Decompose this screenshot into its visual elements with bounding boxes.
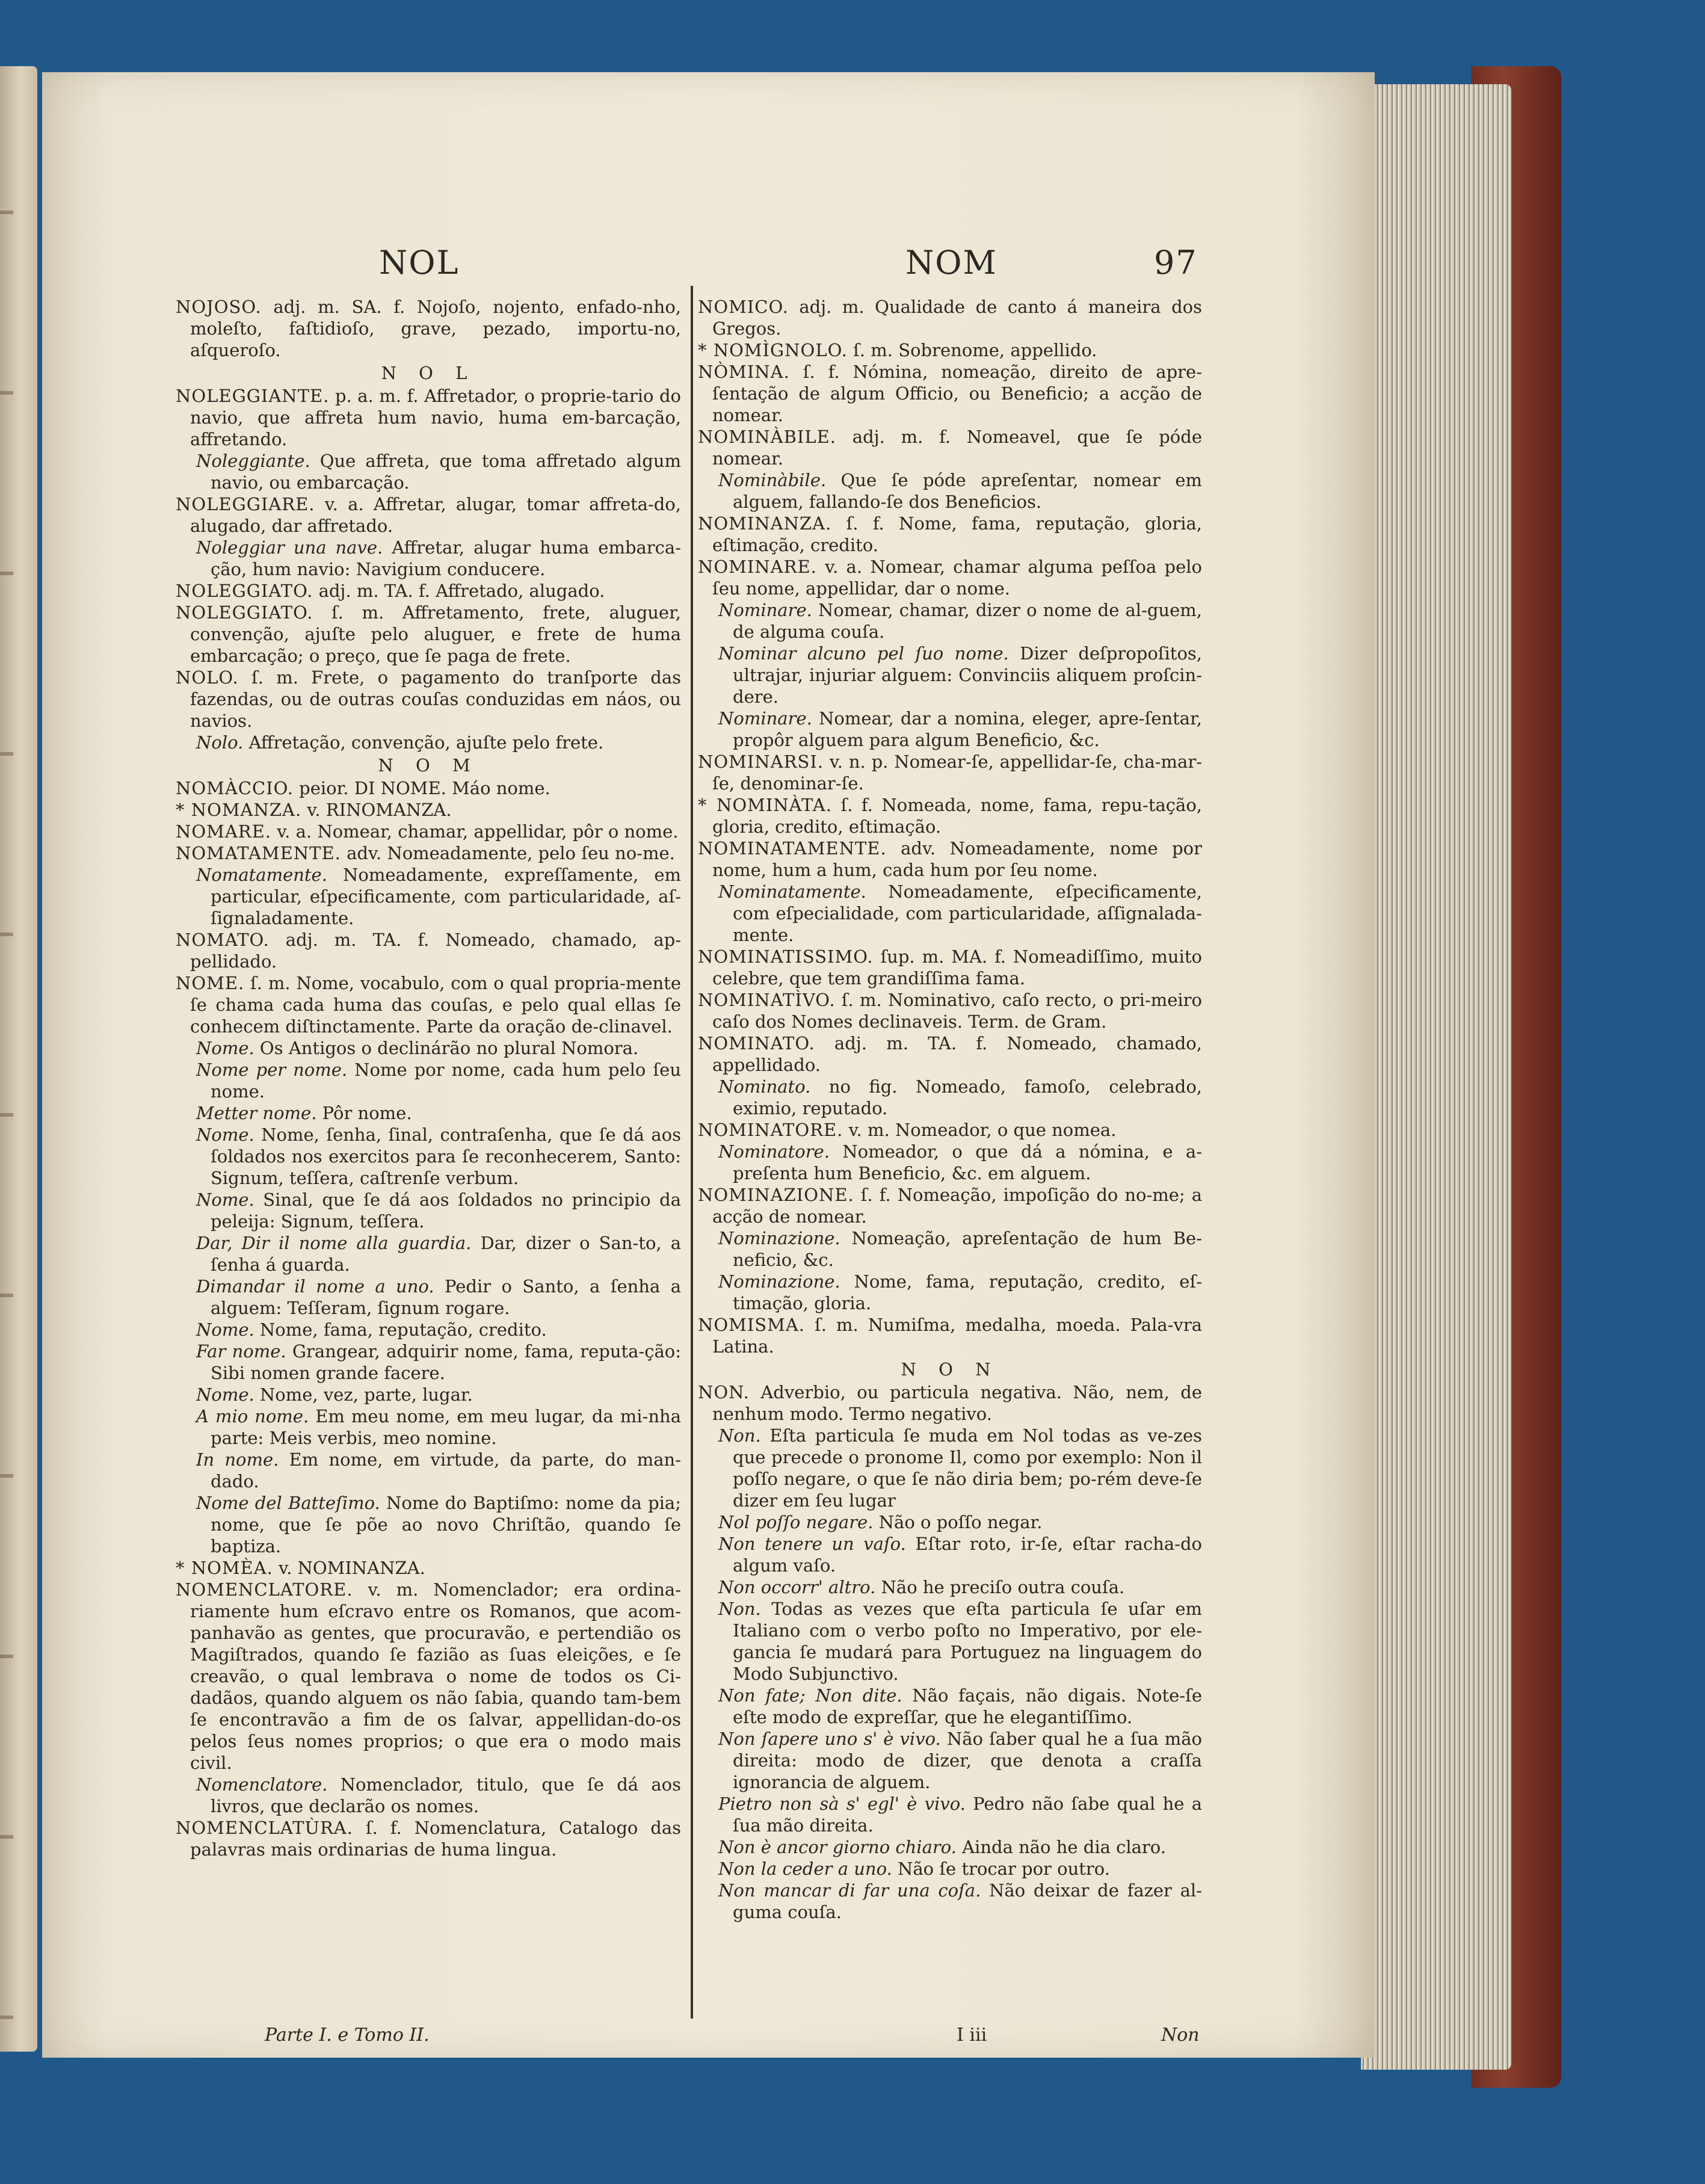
definition-text: ſ. m. Affretamento, frete, aluguer, convenção, ajuſte pelo aluguer, e frete de huma embarcação; o preço, que ſe paga de frete. [190, 602, 681, 666]
dictionary-entry [176, 385, 681, 450]
sub-entry [698, 1576, 1202, 1598]
definition-text: Não façais, não digais. Note-ſe eſte modo de expreſſar, que he elegantiſſimo. [733, 1685, 1202, 1727]
definition-text: v. m. Nomeador, o que nomea. [843, 1120, 1117, 1140]
definition-text: Nome, fama, reputação, credito, eſ-timação, gloria. [733, 1271, 1202, 1313]
headword: NOLEGGIATO. [176, 581, 313, 601]
definition-text: ſ. m. Sobrenome, appellido. [847, 340, 1097, 360]
italic-phrase: Nolo. [196, 732, 244, 753]
sub-entry [698, 469, 1202, 513]
definition-text: Grangear, adquirir nome, fama, reputa-ção: Sibi nomen grande facere. [211, 1341, 681, 1383]
headword: NOMARE. [176, 821, 272, 842]
sub-entry [698, 1836, 1202, 1858]
headword: NOMINARSI. [698, 751, 824, 772]
page-number: 97 [1154, 244, 1198, 282]
section-letter-heading: N O L [381, 363, 476, 383]
italic-phrase: Pietro non sà s' egl' è vivo. [718, 1794, 966, 1814]
dictionary-entry [698, 1314, 1202, 1357]
headword: NOMINATISSIMO. [698, 946, 874, 967]
definition-text: Nome, ſenha, ſinal, contraſenha, que ſe dá aos ſoldados nos exercitos para ſe reconhecerem, Santo: Signum, teſſera, caſtrenſe verbum. [211, 1124, 681, 1188]
italic-phrase: Nominazione. [718, 1228, 840, 1248]
definition-text: Pedir o Santo, a ſenha a alguem: Teſſeram, ſignum rogare. [211, 1276, 681, 1318]
dictionary-entry [176, 580, 681, 602]
facing-page-text-marks [0, 66, 13, 2052]
headword: NOMINATORE. [698, 1120, 843, 1140]
dictionary-entry [176, 929, 681, 972]
sub-entry [698, 1425, 1202, 1511]
headword: * NOMINÀTA. [698, 795, 832, 815]
definition-text: Nomear, chamar, dizer o nome de al-guem, de alguma couſa. [733, 600, 1202, 642]
sub-entry [176, 450, 681, 493]
sub-entry [698, 1858, 1202, 1880]
sub-entry [176, 1340, 681, 1384]
sub-entry [176, 1384, 681, 1405]
definition-text: Nomeadamente, expreſſamente, em particular, eſpecificamente, com particularidade, aſ-ſignaladamente. [211, 865, 681, 928]
definition-text: Affretar, alugar huma embarca-ção, hum navio: Navigium conducere. [211, 537, 681, 579]
definition-text: v. n. p. Nomear-ſe, appellidar-ſe, cha-mar-ſe, denominar-ſe. [712, 751, 1202, 794]
headword: * NOMANZA. [176, 800, 302, 820]
headword: NOMISMA. [698, 1315, 806, 1335]
sub-entry [698, 881, 1202, 946]
column-divider [691, 286, 693, 2019]
definition-text: Ainda não he dia claro. [956, 1837, 1166, 1857]
definition-text: Em nome, em virtude, da parte, do man-dado. [211, 1449, 682, 1491]
definition-text: adj. m. SA. f. Nojoſo, nojento, enfado-nho, moleſto, faſtidioſo, grave, pezado, importu-no, aſqueroſo. [190, 297, 681, 360]
page-block-edge [1361, 84, 1511, 2070]
running-head-left: NOL [379, 244, 460, 282]
sub-entry [698, 1793, 1202, 1836]
headword: NOMINAZIONE. [698, 1185, 854, 1205]
headword: NÒMINA. [698, 362, 790, 382]
sub-entry [698, 643, 1202, 708]
sub-entry [698, 708, 1202, 751]
sub-entry [698, 1598, 1202, 1685]
headword: NOME. [176, 973, 245, 993]
definition-text: Que ſe póde apreſentar, nomear em alguem, fallando-ſe dos Beneficios. [733, 470, 1202, 512]
italic-phrase: Non occorr' altro. [718, 1577, 876, 1597]
dictionary-entry [176, 972, 681, 1037]
sub-entry [176, 1059, 681, 1102]
definition-text: adj. m. f. Nomeavel, que ſe póde nomear. [712, 427, 1202, 469]
definition-text: Nome por nome, cada hum pelo ſeu nome. [211, 1060, 681, 1102]
dictionary-entry [698, 296, 1202, 339]
headword: NOMENCLATORE. [176, 1579, 353, 1600]
definition-text: Pôr nome. [316, 1103, 412, 1123]
headword: NOMINANZA. [698, 513, 832, 534]
dictionary-entry [176, 1557, 681, 1579]
dictionary-entry [698, 426, 1202, 469]
italic-phrase: Nomenclatore. [196, 1774, 328, 1795]
headword: NOMENCLATÙRA. [176, 1818, 353, 1838]
sub-entry [698, 1533, 1202, 1576]
definition-text: Nomeação, apreſentação de hum Be-neficio, &c. [733, 1228, 1202, 1270]
definition-text: Nomeadamente, eſpecificamente, com eſpecialidade, com particularidade, aſſignalada-mente. [733, 881, 1202, 945]
definition-text: peior. DI NOME. Máo nome. [293, 778, 550, 798]
definition-text: p. a. m. f. Affretador, o proprie-tario do navio, que affreta hum navio, huma em-barcação, affretando. [190, 386, 681, 449]
sub-entry [176, 1449, 681, 1492]
dictionary-entry [698, 556, 1202, 599]
running-head-center: NOM [905, 244, 997, 282]
headword: NOMINATÌVO. [698, 990, 836, 1010]
catchword: Non [1161, 2025, 1200, 2046]
definition-text: Pedro não ſabe qual he a ſua mão direita. [733, 1794, 1202, 1836]
headword: NOLEGGIATO. [176, 602, 313, 623]
definition-text: Affretação, convenção, ajuſte pelo frete. [243, 732, 604, 753]
dictionary-entry [176, 493, 681, 537]
dictionary-entry [176, 1817, 681, 1860]
definition-text: Não deixar de fazer al-guma couſa. [733, 1880, 1203, 1922]
italic-phrase: Metter nome. [196, 1103, 317, 1123]
definition-text: adj. m. TA. f. Nomeado, chamado, appellidado. [712, 1033, 1202, 1075]
definition-text: adv. Nomeadamente, pelo ſeu no-me. [341, 843, 675, 863]
definition-text: adv. Nomeadamente, nome por nome, hum a hum, cada hum por ſeu nome. [712, 838, 1202, 880]
definition-text: adj. m. TA. f. Affretado, alugado. [313, 581, 605, 601]
definition-text: adj. m. TA. f. Nomeado, chamado, ap-pellidado. [190, 930, 681, 972]
sub-entry [698, 1271, 1202, 1314]
dictionary-entry [176, 602, 681, 667]
headword: NOLEGGIARE. [176, 494, 315, 514]
sub-entry [698, 599, 1202, 643]
definition-text: Nomear, dar a nomina, eleger, apre-ſentar, propôr alguem para algum Beneficio, &c. [733, 708, 1202, 750]
headword: NOMATAMENTE. [176, 843, 341, 863]
italic-phrase: Nome per nome. [196, 1060, 348, 1080]
dictionary-entry [698, 946, 1202, 989]
dictionary-entry [176, 842, 681, 864]
headword: * NOMÌGNOLO. [698, 340, 848, 360]
volume-line: Parte I. e Tomo II. [265, 2025, 430, 2046]
sub-entry [176, 537, 681, 580]
dictionary-entry [698, 751, 1202, 794]
italic-phrase: Non. [718, 1425, 761, 1446]
sub-entry [176, 1037, 681, 1059]
italic-phrase: Non è ancor giorno chiaro. [718, 1837, 957, 1857]
definition-text: Dar, dizer o San-to, a ſenha á guarda. [211, 1233, 681, 1275]
right-column [698, 296, 1202, 1923]
definition-text: Todas as vezes que eſta particula ſe uſar em Italiano com o verbo poſto no Imperativo, por ele-gancia ſe mudará para Portuguez na linguagem do Modo Subjunctivo. [733, 1599, 1202, 1684]
sub-entry [176, 1232, 681, 1276]
definition-text: Nome, fama, reputação, credito. [254, 1319, 547, 1340]
definition-text: ſ. f. Nómina, nomeação, direito de apre-ſentação de algum Officio, ou Beneficio; a acção de nomear. [712, 362, 1202, 425]
definition-text: Eſtar roto, ir-ſe, eſtar racha-do algum vaſo. [733, 1534, 1203, 1576]
dictionary-entry [698, 1184, 1202, 1227]
definition-text: Não ſe trocar por outro. [892, 1859, 1110, 1879]
definition-text: Em meu nome, em meu lugar, da mi-nha parte: Meis verbis, meo nomine. [211, 1406, 681, 1448]
sub-entry [176, 1492, 681, 1557]
sub-entry [176, 732, 681, 753]
definition-text: Nome do Baptiſmo: nome da pia; nome, que ſe põe ao novo Chriſtão, quando ſe baptiza. [211, 1493, 681, 1556]
headword: NOMÀCCIO. [176, 778, 294, 798]
italic-phrase: Nome. [196, 1124, 254, 1145]
dictionary-entry [176, 799, 681, 821]
definition-text: v. a. Affretar, alugar, tomar affreta-do, alugado, dar affretado. [190, 494, 681, 536]
sub-entry [698, 1227, 1202, 1271]
definition-text: ſ. f. Nomenclatura, Catalogo das palavras mais ordinarias de huma lingua. [190, 1818, 681, 1860]
sub-entry [176, 1102, 681, 1124]
italic-phrase: Nome. [196, 1319, 254, 1340]
definition-text: Não ſaber qual he a ſua mão direita: modo de dizer, que denota a craſſa ignorancia de alguem. [733, 1729, 1202, 1792]
definition-text: v. NOMINANZA. [273, 1558, 425, 1578]
definition-text: v. a. Nomear, chamar, appellidar, pôr o nome. [271, 821, 679, 842]
italic-phrase: A mio nome. [196, 1406, 309, 1427]
italic-phrase: Non. [718, 1599, 761, 1619]
headword: NOMATO. [176, 930, 270, 950]
italic-phrase: Nominar alcuno pel ſuo nome. [718, 643, 1009, 664]
sub-entry [176, 1405, 681, 1449]
headword: NOMINÀBILE. [698, 427, 837, 447]
italic-phrase: In nome. [196, 1449, 279, 1470]
sub-entry [698, 1728, 1202, 1793]
dictionary-entry [698, 361, 1202, 426]
headword: NOMICO. [698, 297, 789, 317]
section-letter-heading: N O M [378, 755, 479, 776]
dictionary-entry [698, 1032, 1202, 1076]
definition-text: v. RINOMANZA. [301, 800, 452, 820]
italic-phrase: Nome. [196, 1038, 254, 1058]
left-column [176, 296, 681, 1860]
definition-text: no fig. Nomeado, famoſo, celebrado, eximio, reputado. [733, 1076, 1202, 1118]
section-letter-heading: N O N [901, 1359, 999, 1380]
definition-text: Nome, vez, parte, lugar. [254, 1384, 473, 1405]
italic-phrase: Nominato. [718, 1076, 811, 1097]
italic-phrase: Nomatamente. [196, 865, 327, 885]
italic-phrase: Non ſapere uno s' è vivo. [718, 1729, 941, 1749]
headword: NOMINARE. [698, 557, 817, 577]
sub-entry [698, 1141, 1202, 1184]
dictionary-entry [698, 1381, 1202, 1425]
sub-entry [698, 1076, 1202, 1119]
sub-entry [176, 1189, 681, 1232]
italic-phrase: Non tenere un vaſo. [718, 1534, 906, 1554]
sub-entry [698, 1880, 1202, 1923]
dictionary-entry [698, 1119, 1202, 1141]
italic-phrase: Nominare. [718, 600, 812, 620]
dictionary-page [42, 72, 1375, 2058]
definition-text: Os Antigos o declinárão no plural Nomora. [254, 1038, 639, 1058]
definition-text: Não he preciſo outra couſa. [875, 1577, 1125, 1597]
dictionary-entry [698, 513, 1202, 556]
sub-entry [176, 1774, 681, 1817]
definition-text: Dizer deſpropoſitos, ultrajar, injuriar alguem: Convinciis aliquem proſcin-dere. [733, 643, 1202, 707]
italic-phrase: Nome. [196, 1189, 254, 1210]
definition-text: ſ. m. Nome, vocabulo, com o qual propria-mente ſe chama cada huma das couſas, e pelo qual ellas ſe conhecem diſtinctamente. Parte da oração de-clinavel. [190, 973, 681, 1037]
italic-phrase: Nol poſſo negare. [718, 1512, 874, 1532]
definition-text: Nomeador, o que dá a nómina, e a-preſenta hum Beneficio, &c. em alguem. [733, 1141, 1202, 1183]
dictionary-entry [698, 989, 1202, 1032]
italic-phrase: Dimandar il nome a uno. [196, 1276, 434, 1297]
headword: NOMINATO. [698, 1033, 815, 1053]
italic-phrase: Noleggiante. [196, 451, 310, 471]
definition-text: Sinal, que ſe dá aos ſoldados no principio da peleija: Signum, teſſera. [211, 1189, 681, 1232]
italic-phrase: Nome. [196, 1384, 254, 1405]
italic-phrase: Nominare. [718, 708, 812, 729]
dictionary-entry [176, 1579, 681, 1774]
dictionary-entry [176, 777, 681, 799]
dictionary-entry [176, 667, 681, 732]
sub-entry [176, 864, 681, 929]
dictionary-entry [698, 339, 1202, 361]
definition-text: ſ. m. Nominativo, caſo recto, o pri-meiro caſo dos Nomes declinaveis. Term. de Gram. [712, 990, 1202, 1032]
definition-text: ſ. m. Numiſma, medalha, moeda. Pala-vra Latina. [712, 1315, 1202, 1357]
definition-text: v. a. Nomear, chamar alguma peſſoa pelo ſeu nome, appellidar, dar o nome. [712, 557, 1202, 599]
sub-entry [176, 1319, 681, 1340]
italic-phrase: Nominatamente. [718, 881, 866, 902]
definition-text: ſ. f. Nomeação, impoſição do no-me; a acção de nomear. [712, 1185, 1202, 1227]
definition-text: ſup. m. MA. f. Nomeadiſſimo, muito celebre, que tem grandiſſima fama. [712, 946, 1202, 989]
headword: NON. [698, 1382, 750, 1402]
definition-text: ſ. f. Nome, fama, reputação, gloria, eſtimação, credito. [712, 513, 1202, 555]
italic-phrase: Nominatore. [718, 1141, 830, 1162]
definition-text: Que affreta, que toma affretado algum navio, ou embarcação. [211, 451, 681, 493]
italic-phrase: Non mancar di far una coſa. [718, 1880, 981, 1901]
dictionary-entry [698, 794, 1202, 838]
italic-phrase: Non fate; Non dite. [718, 1685, 902, 1706]
italic-phrase: Noleggiar una nave. [196, 537, 383, 558]
dictionary-entry [698, 838, 1202, 881]
italic-phrase: Non la ceder a uno. [718, 1859, 892, 1879]
headword: NOMINATAMENTE. [698, 838, 887, 859]
dictionary-entry [176, 296, 681, 361]
italic-phrase: Nome del Batteſimo. [196, 1493, 380, 1513]
italic-phrase: Nominazione. [718, 1271, 840, 1292]
sub-entry [698, 1511, 1202, 1533]
sub-entry [698, 1685, 1202, 1728]
headword: NOLO. [176, 667, 239, 688]
definition-text: Eſta particula ſe muda em Nol todas as ve-zes que precede o pronome Il, como por exemplo: Non il poſſo negare, o que ſe não diria bem; po-rém deve-ſe dizer em ſeu lugar [733, 1425, 1202, 1511]
signature-mark: I iii [957, 2025, 987, 2046]
sub-entry [176, 1276, 681, 1319]
definition-text: adj. m. Qualidade de canto á maneira dos Gregos. [712, 297, 1202, 339]
dictionary-entry [176, 821, 681, 842]
definition-text: ſ. f. Nomeada, nome, fama, repu-tação, gloria, credito, eſtimação. [712, 795, 1202, 837]
headword: * NOMÈA. [176, 1558, 273, 1578]
italic-phrase: Dar, Dir il nome alla guardia. [196, 1233, 472, 1253]
definition-text: ſ. m. Frete, o pagamento do tranſporte das fazendas, ou de outras couſas conduzidas em náos, ou navios. [190, 667, 681, 731]
italic-phrase: Nominàbile. [718, 470, 827, 490]
definition-text: v. m. Nomenclador; era ordina-riamente hum eſcravo entre os Romanos, que acom-panhavão as gentes, que procuravão, e pertendião os Magiſtrados, quando ſe fazião as ſuas eleições, e ſe creavão, o qual lembrava o nome de todos os Ci-dadãos, quando alguem os não ſabia, quando tam-bem ſe encontravão a fim de os ſalvar, appellidan-do-os pelos ſeus nomes proprios; o que era o modo mais civil. [190, 1579, 681, 1773]
definition-text: Não o poſſo negar. [873, 1512, 1043, 1532]
headword: NOLEGGIANTE. [176, 386, 330, 406]
headword: NOJOSO. [176, 297, 262, 317]
definition-text: Adverbio, ou particula negativa. Não, nem, de nenhum modo. Termo negativo. [712, 1382, 1202, 1424]
italic-phrase: Far nome. [196, 1341, 286, 1362]
definition-text: Nomenclador, titulo, que ſe dá aos livros, que declarão os nomes. [211, 1774, 681, 1816]
sub-entry [176, 1124, 681, 1189]
